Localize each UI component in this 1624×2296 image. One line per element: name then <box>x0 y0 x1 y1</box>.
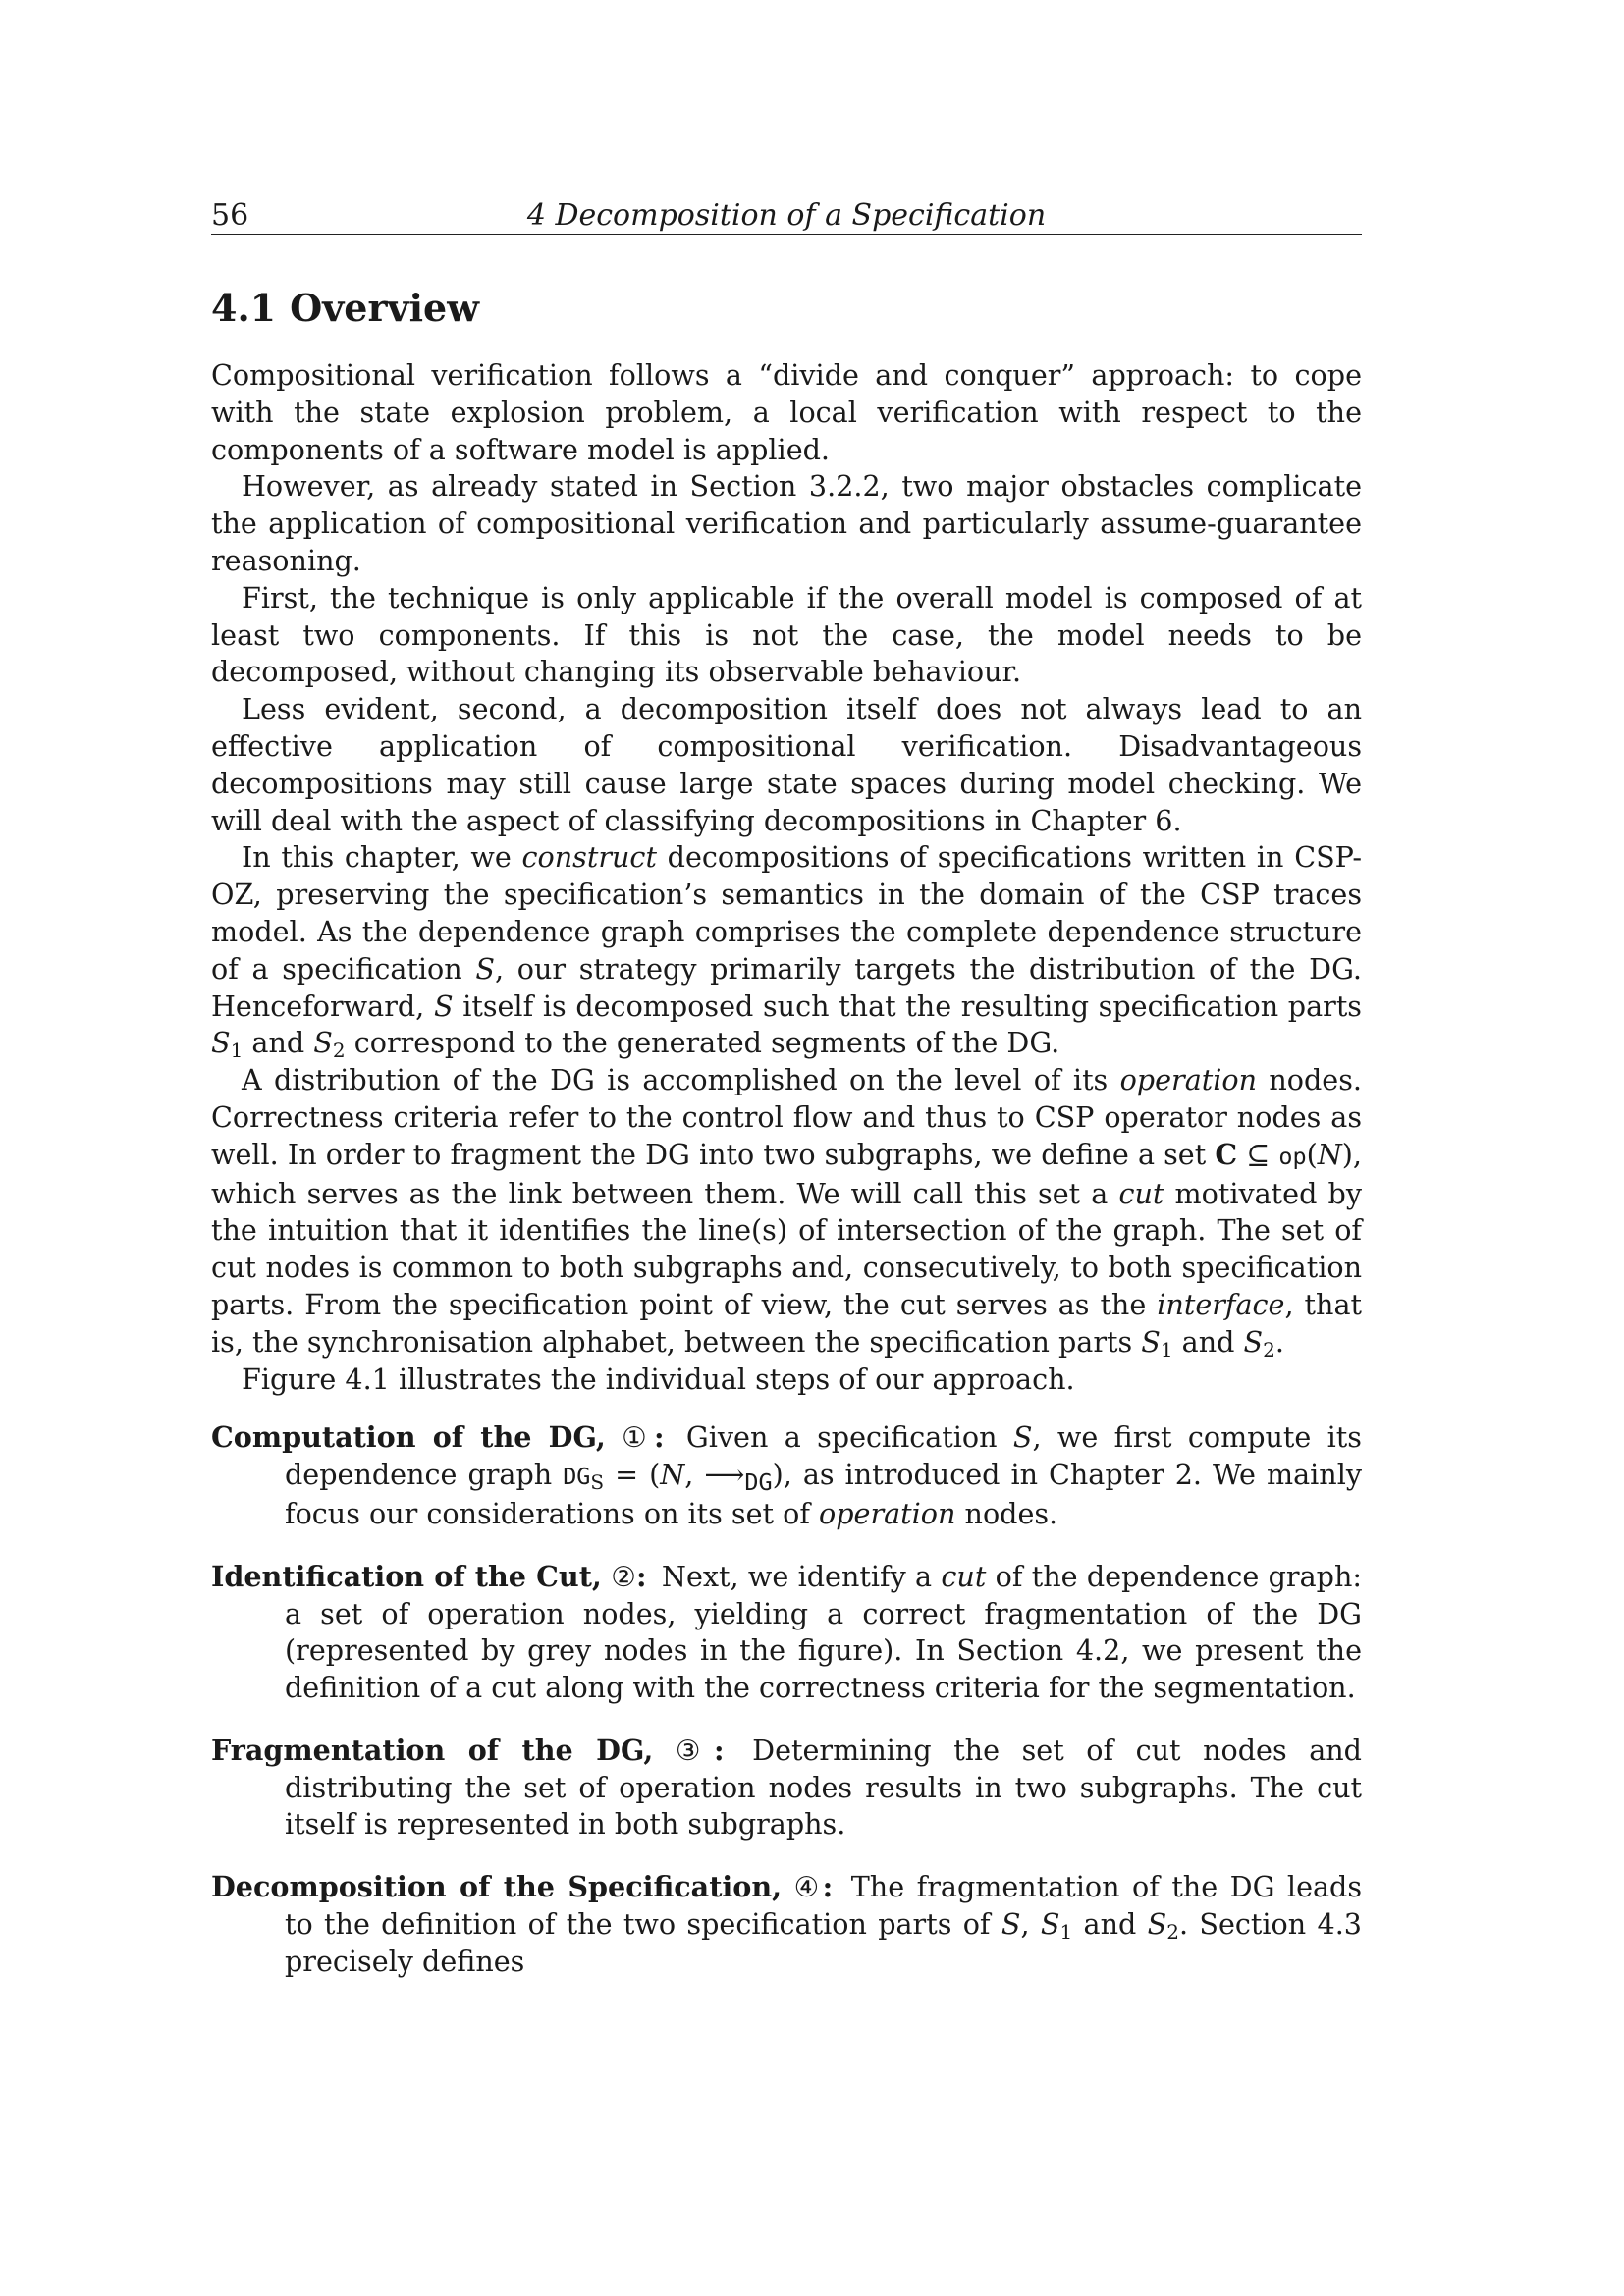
section-title: Overview <box>290 286 479 330</box>
steps-list <box>211 1419 1362 1980</box>
step-marker-1: ① <box>622 1420 655 1455</box>
paragraph-1: Compositional verification follows a “divide and conquer” approach: to cope with the state explosion problem, a local verification with respect to the components of a software model is applied. <box>211 358 1362 466</box>
step-fragmentation: Fragmentation of the DG, ③: Determining the set of cut nodes and distributing the set of operation nodes results in two subgraphs. The cut itself is represented in both subgraphs. <box>211 1733 1362 1842</box>
paragraph-4: Less evident, second, a decomposition itself does not always lead to an effective application of compositional verification. Disadvantageous decompositions may still cause large state spaces during model checking. We will deal with the aspect of classifying decompositions in Chapter 6. <box>211 692 1362 837</box>
paragraph-3: First, the technique is only applicable if the overall model is composed of at least two components. If this is not the case, the model needs to be decomposed, without changing its observable behaviour. <box>211 580 1362 689</box>
step-decomposition: Decomposition of the Specification, ④: The fragmentation of the DG leads to the definition of the two specification parts of S, $S_1$ and $S_2$. Section 4.3 precisely defines <box>211 1870 1363 1978</box>
running-header <box>211 192 1362 235</box>
step-identification: Identification of the Cut, ②: Next, we identify a cut of the dependence graph: a set of operation nodes, yielding a correct fragmentation of the DG (represented by grey nodes in the figure). In Section 4.2, we present the definition of a cut along with the correctness criteria for the segmentation. <box>211 1559 1362 1705</box>
step-marker-4: ④ <box>793 1870 823 1904</box>
section-number: 4.1 <box>211 286 277 330</box>
page <box>211 192 1362 2006</box>
chapter-title: 4 Decomposition of a Specification <box>526 198 1047 233</box>
step-marker-3: ③ <box>675 1733 715 1767</box>
step-computation: Computation of the DG, ①: Given a specification S, we first compute its dependence graph $DG_S = (N$, $⟶_{DG}$), as introduced in Chapter 2. We mainly focus our considerations on its set of operation nodes. <box>211 1420 1362 1530</box>
step-marker-2: ② <box>611 1559 637 1593</box>
page-number: 56 <box>211 198 249 233</box>
paragraph-7: Figure 4.1 illustrates the individual steps of our approach. <box>242 1362 1075 1396</box>
paragraph-5: In this chapter, we construct decompositions of specifications written in CSP-OZ, preserving the specification’s semantics in the domain of the CSP traces model. As the dependence graph comprises the complete dependence structure of a specification S, our strategy primarily targets the distribution of the DG. Henceforward, S itself is decomposed such that the resulting specification parts $S_1$ and $S_2$ correspond to the generated segments of the DG. <box>211 840 1362 1063</box>
paragraph-2: However, as already stated in Section 3.2.2, two major obstacles complicate the application of compositional verification and particularly assume-guarantee reasoning. <box>211 469 1362 577</box>
section-heading <box>211 286 1362 330</box>
body-text <box>211 357 1362 1398</box>
paragraph-6: A distribution of the DG is accomplished on the level of its operation nodes. Correctness criteria refer to the control flow and thus to CSP operator nodes as well. In order to fragment the DG into two subgraphs, we define a set C ⊆ op(N), which serves as the link between them. We will call this set a cut motivated by the intuition that it identifies the line(s) of intersection of the graph. The set of cut nodes is common to both subgraphs and, consecutively, to both specification parts. From the specification point of view, the cut serves as the interface, that is, the synchronisation alphabet, between the specification parts $S_1$ and $S_2$. <box>211 1063 1362 1362</box>
